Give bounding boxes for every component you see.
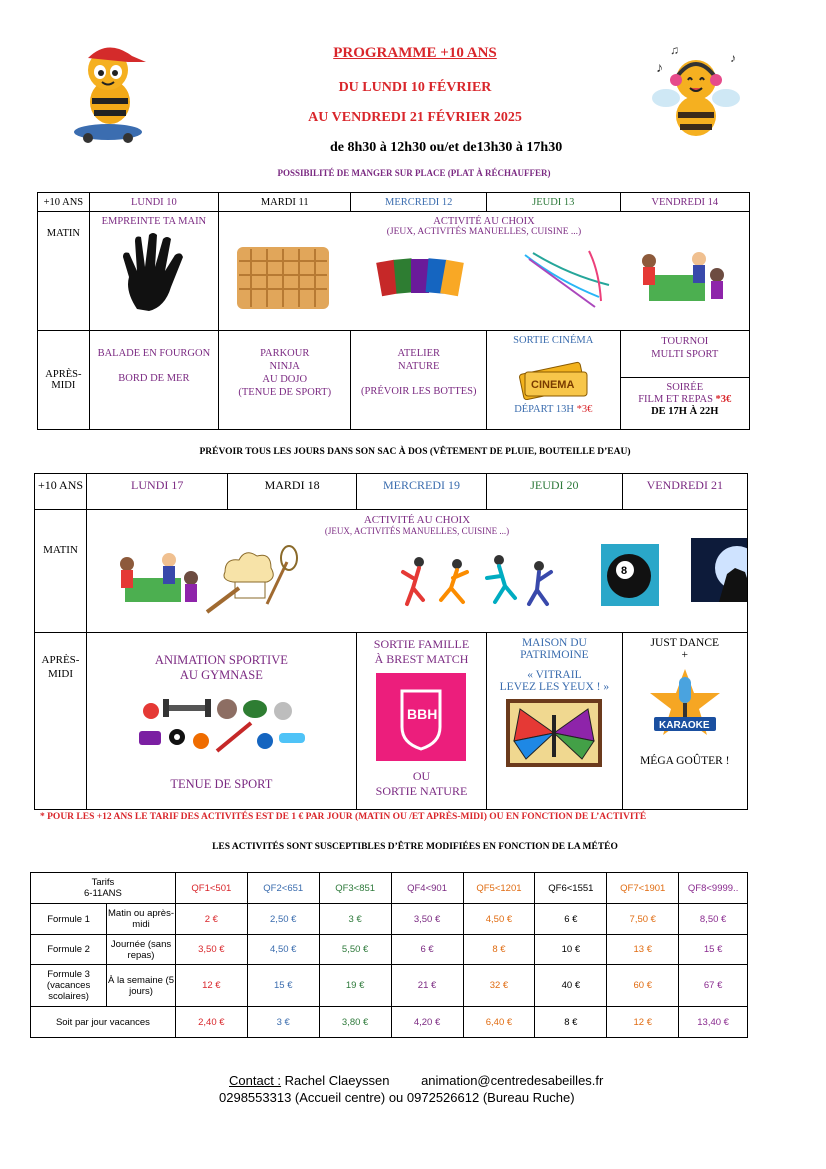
price-cell: 3 €	[247, 1007, 319, 1038]
cinema-departure: DÉPART 13H	[514, 404, 574, 415]
vendredi-plus: +	[681, 649, 689, 661]
price-cell: 8,50 €	[679, 904, 748, 935]
tournoi-line: TOURNOI	[661, 336, 709, 347]
price-cell: 13 €	[607, 935, 679, 965]
tarifs-header-line: Tarifs	[91, 877, 115, 888]
formule-label: Formule 1	[31, 904, 107, 935]
tarifs-header-line: 6-11ANS	[84, 888, 122, 899]
week2-apres-label: APRÈS-MIDI	[35, 633, 87, 810]
choice-subtitle: (JEUX, ACTIVITÉS MANUELLES, CUISINE ...)	[386, 227, 582, 237]
price-cell: 6 €	[391, 935, 463, 965]
cards-icon	[376, 258, 464, 296]
cinema-title: SORTIE CINÉMA	[513, 335, 594, 346]
formule-desc: Journée (sans repas)	[107, 935, 176, 965]
vendredi-line: MÉGA GOÛTER !	[640, 755, 730, 767]
price-cell: 2,40 €	[175, 1007, 247, 1038]
svg-text:♪: ♪	[730, 51, 736, 65]
jeudi-line: MAISON DU	[521, 637, 587, 649]
formule-label: Formule 2	[31, 935, 107, 965]
program-title: PROGRAMME +10 ANS	[333, 45, 497, 61]
week2-table	[34, 473, 748, 810]
tarif-row-formule2	[31, 935, 748, 965]
animation-line: ANIMATION SPORTIVE	[154, 653, 288, 667]
karaoke-icon	[646, 667, 724, 743]
week1-corner: +10 ANS	[38, 193, 90, 212]
week2-day: JEUDI 20	[487, 474, 622, 510]
mercredi-ou: OU	[412, 769, 431, 783]
price-cell: 8 €	[463, 935, 535, 965]
waffle-icon	[237, 247, 329, 309]
werewolf-moon-icon	[691, 538, 747, 602]
bbh-logo-label: BBH	[407, 706, 438, 722]
week2-header-row	[35, 474, 748, 510]
formule-desc: Matin ou après-midi	[107, 904, 176, 935]
mardi-pm-line: AU DOJO	[262, 374, 308, 385]
contact-email[interactable]: animation@centredesabeilles.fr	[421, 1073, 604, 1088]
mercredi-line: SORTIE FAMILLE	[373, 637, 470, 651]
contact-label: Contact :	[229, 1073, 282, 1088]
qf-header: QF3<851	[319, 873, 391, 904]
date-line-1: DU LUNDI 10 FÉVRIER	[338, 80, 492, 95]
price-cell: 2 €	[175, 904, 247, 935]
week1-day: MERCREDI 12	[351, 193, 487, 212]
week1-vendredi-pm	[620, 331, 749, 430]
week1-choice-cell	[218, 212, 749, 331]
table-football-icon	[120, 553, 198, 602]
vendredi-line: JUST DANCE	[650, 637, 720, 649]
price-cell: 3,50 €	[391, 904, 463, 935]
week1-mardi-pm	[218, 331, 350, 430]
price-cell: 12 €	[607, 1007, 679, 1038]
week2-activities-illustrations	[107, 538, 747, 622]
week1-apres-row	[38, 331, 750, 430]
price-cell: 3,80 €	[319, 1007, 391, 1038]
date-line-2: AU VENDREDI 21 FÉVRIER 2025	[308, 110, 522, 125]
price-cell: 19 €	[319, 965, 391, 1007]
jeudi-line: LEVEZ LES YEUX ! »	[499, 681, 610, 693]
price-cell: 3,50 €	[175, 935, 247, 965]
empreinte-text: EMPREINTE TA MAIN	[101, 216, 207, 227]
tarif-row-formule3	[31, 965, 748, 1007]
week1-header-row	[38, 193, 750, 212]
tournoi-block	[621, 331, 749, 378]
tenue-text: TENUE DE SPORT	[170, 777, 273, 791]
week2-matin-label: MATIN	[35, 510, 87, 633]
contact-name: Rachel Claeyssen	[284, 1073, 390, 1088]
hours-line: de 8h30 à 12h30 ou/et de13h30 à 17h30	[330, 140, 563, 155]
mercredi-pm-line: (PRÉVOIR LES BOTTES)	[360, 386, 477, 397]
meal-note: POSSIBILITÉ DE MANGER SUR PLACE (PLAT À RÉCHAUFFER)	[277, 168, 551, 178]
price-cell: 6,40 €	[463, 1007, 535, 1038]
lundi-pm-line: BALADE EN FOURGON	[97, 348, 211, 359]
week1-day: VENDREDI 14	[620, 193, 749, 212]
week1-day: JEUDI 13	[487, 193, 621, 212]
tarif-row-perday	[31, 1007, 748, 1038]
price-cell: 3 €	[319, 904, 391, 935]
meteo-note: LES ACTIVITÉS SONT SUSCEPTIBLES D’ÊTRE MODIFIÉES EN FONCTION DE LA MÉTÉO	[212, 842, 618, 852]
svg-text:8: 8	[621, 565, 628, 577]
bracelet-icon	[525, 251, 609, 307]
qf-header: QF2<651	[247, 873, 319, 904]
choice-title: ACTIVITÉ AU CHOIX	[433, 216, 535, 227]
bee-skateboard-illustration	[66, 40, 152, 145]
week1-jeudi-pm	[487, 331, 621, 430]
week1-matin-row	[38, 212, 750, 331]
cinema-ticket-label: CINEMA	[531, 379, 575, 391]
week1-lundi-pm	[89, 331, 218, 430]
tarif-note: * POUR LES +12 ANS LE TARIF DES ACTIVITÉS EST DE 1 € PAR JOUR (MATIN OU /ET APRÈS-MIDI) OU EN FONCTION DE L’ACTIVITÉ	[40, 812, 647, 822]
price-cell: 12 €	[175, 965, 247, 1007]
mercredi-line: À BREST MATCH	[374, 652, 469, 666]
price-cell: 13,40 €	[679, 1007, 748, 1038]
dancers-icon	[403, 555, 551, 604]
choice-subtitle: (JEUX, ACTIVITÉS MANUELLES, CUISINE ...)	[324, 526, 510, 536]
tarifs-header-cell	[31, 873, 176, 904]
price-cell: 10 €	[535, 935, 607, 965]
mardi-pm-line: PARKOUR	[260, 348, 310, 359]
sports-equipment-icon	[131, 691, 311, 763]
soiree-hours: DE 17H À 22H	[651, 406, 719, 417]
week2-day: VENDREDI 21	[622, 474, 747, 510]
perday-label: Soit par jour vacances	[31, 1007, 176, 1038]
qf-header: QF6<1551	[535, 873, 607, 904]
qf-header: QF8<9999..	[679, 873, 748, 904]
week2-animation-cell	[87, 633, 357, 810]
price-cell: 15 €	[679, 935, 748, 965]
tournoi-line: MULTI SPORT	[651, 349, 719, 360]
mercredi-pm-line: NATURE	[398, 361, 440, 372]
soiree-price: *3€	[715, 394, 732, 405]
bag-note: PRÉVOIR TOUS LES JOURS DANS SON SAC À DOS (VÊTEMENT DE PLUIE, BOUTEILLE D’EAU)	[199, 447, 631, 457]
jeudi-line: « VITRAIL	[527, 669, 582, 681]
contact-block	[229, 1073, 649, 1088]
table-football-icon	[642, 252, 724, 301]
week2-jeudi-cell	[487, 633, 622, 810]
price-cell: 15 €	[247, 965, 319, 1007]
mercredi-line: SORTIE NATURE	[375, 784, 468, 798]
week1-day: LUNDI 10	[89, 193, 218, 212]
price-cell: 6 €	[535, 904, 607, 935]
mardi-pm-line: NINJA	[269, 361, 300, 372]
price-cell: 40 €	[535, 965, 607, 1007]
qf-header: QF4<901	[391, 873, 463, 904]
soiree-line: SOIRÉE	[666, 382, 704, 393]
qf-header: QF7<1901	[607, 873, 679, 904]
jeudi-line: PATRIMOINE	[520, 649, 589, 661]
choice-title: ACTIVITÉ AU CHOIX	[363, 514, 471, 526]
price-cell: 5,50 €	[319, 935, 391, 965]
week2-matin-row	[35, 510, 748, 633]
karaoke-label: KARAOKE	[658, 720, 710, 731]
bee-music-illustration	[650, 40, 742, 140]
soiree-line: FILM ET REPAS	[638, 394, 713, 405]
formule-label: Formule 3 (vacances scolaires)	[31, 965, 107, 1007]
week2-day: MERCREDI 19	[356, 474, 486, 510]
price-cell: 4,50 €	[463, 904, 535, 935]
cinema-price: *3€	[576, 404, 593, 415]
week1-apres-label: APRÈS-MIDI	[38, 331, 90, 430]
price-cell: 60 €	[607, 965, 679, 1007]
cinema-ticket-icon	[517, 354, 589, 400]
lundi-pm-line: BORD DE MER	[118, 373, 190, 384]
svg-text:♪: ♪	[656, 61, 663, 76]
cooking-icon	[207, 546, 297, 612]
week1-table	[37, 192, 750, 430]
mercredi-pm-line: ATELIER	[397, 348, 441, 359]
week1-activities-illustrations	[229, 241, 749, 321]
stained-glass-icon	[506, 699, 602, 767]
qf-header: QF5<1201	[463, 873, 535, 904]
mardi-pm-line: (TENUE DE SPORT)	[238, 387, 332, 398]
billiard-ball-icon	[601, 544, 659, 606]
tarif-row-formule1	[31, 904, 748, 935]
price-cell: 2,50 €	[247, 904, 319, 935]
week2-day: MARDI 18	[228, 474, 356, 510]
svg-text:♫: ♫	[670, 43, 679, 57]
animation-line: AU GYMNASE	[179, 668, 263, 682]
week2-choice-cell	[87, 510, 748, 633]
price-cell: 4,50 €	[247, 935, 319, 965]
week1-lundi-matin	[89, 212, 218, 331]
soiree-block	[621, 378, 749, 418]
handprint-icon	[119, 231, 189, 311]
price-cell: 4,20 €	[391, 1007, 463, 1038]
price-cell: 67 €	[679, 965, 748, 1007]
week2-day: LUNDI 17	[87, 474, 228, 510]
week1-mercredi-pm	[351, 331, 487, 430]
week1-matin-label: MATIN	[38, 212, 90, 331]
price-cell: 32 €	[463, 965, 535, 1007]
price-cell: 8 €	[535, 1007, 607, 1038]
week2-apres-row	[35, 633, 748, 810]
tarifs-table	[30, 872, 748, 1038]
price-cell: 21 €	[391, 965, 463, 1007]
formule-desc: À la semaine (5 jours)	[107, 965, 176, 1007]
qf-header: QF1<501	[175, 873, 247, 904]
week2-vendredi-cell	[622, 633, 747, 810]
bbh-logo-icon	[376, 673, 466, 761]
contact-phones: 0298553313 (Accueil centre) ou 0972526612 (Bureau Ruche)	[219, 1090, 575, 1105]
week2-corner: +10 ANS	[35, 474, 87, 510]
price-cell: 7,50 €	[607, 904, 679, 935]
week2-mercredi-cell	[356, 633, 486, 810]
tarifs-header-row	[31, 873, 748, 904]
week1-day: MARDI 11	[218, 193, 350, 212]
